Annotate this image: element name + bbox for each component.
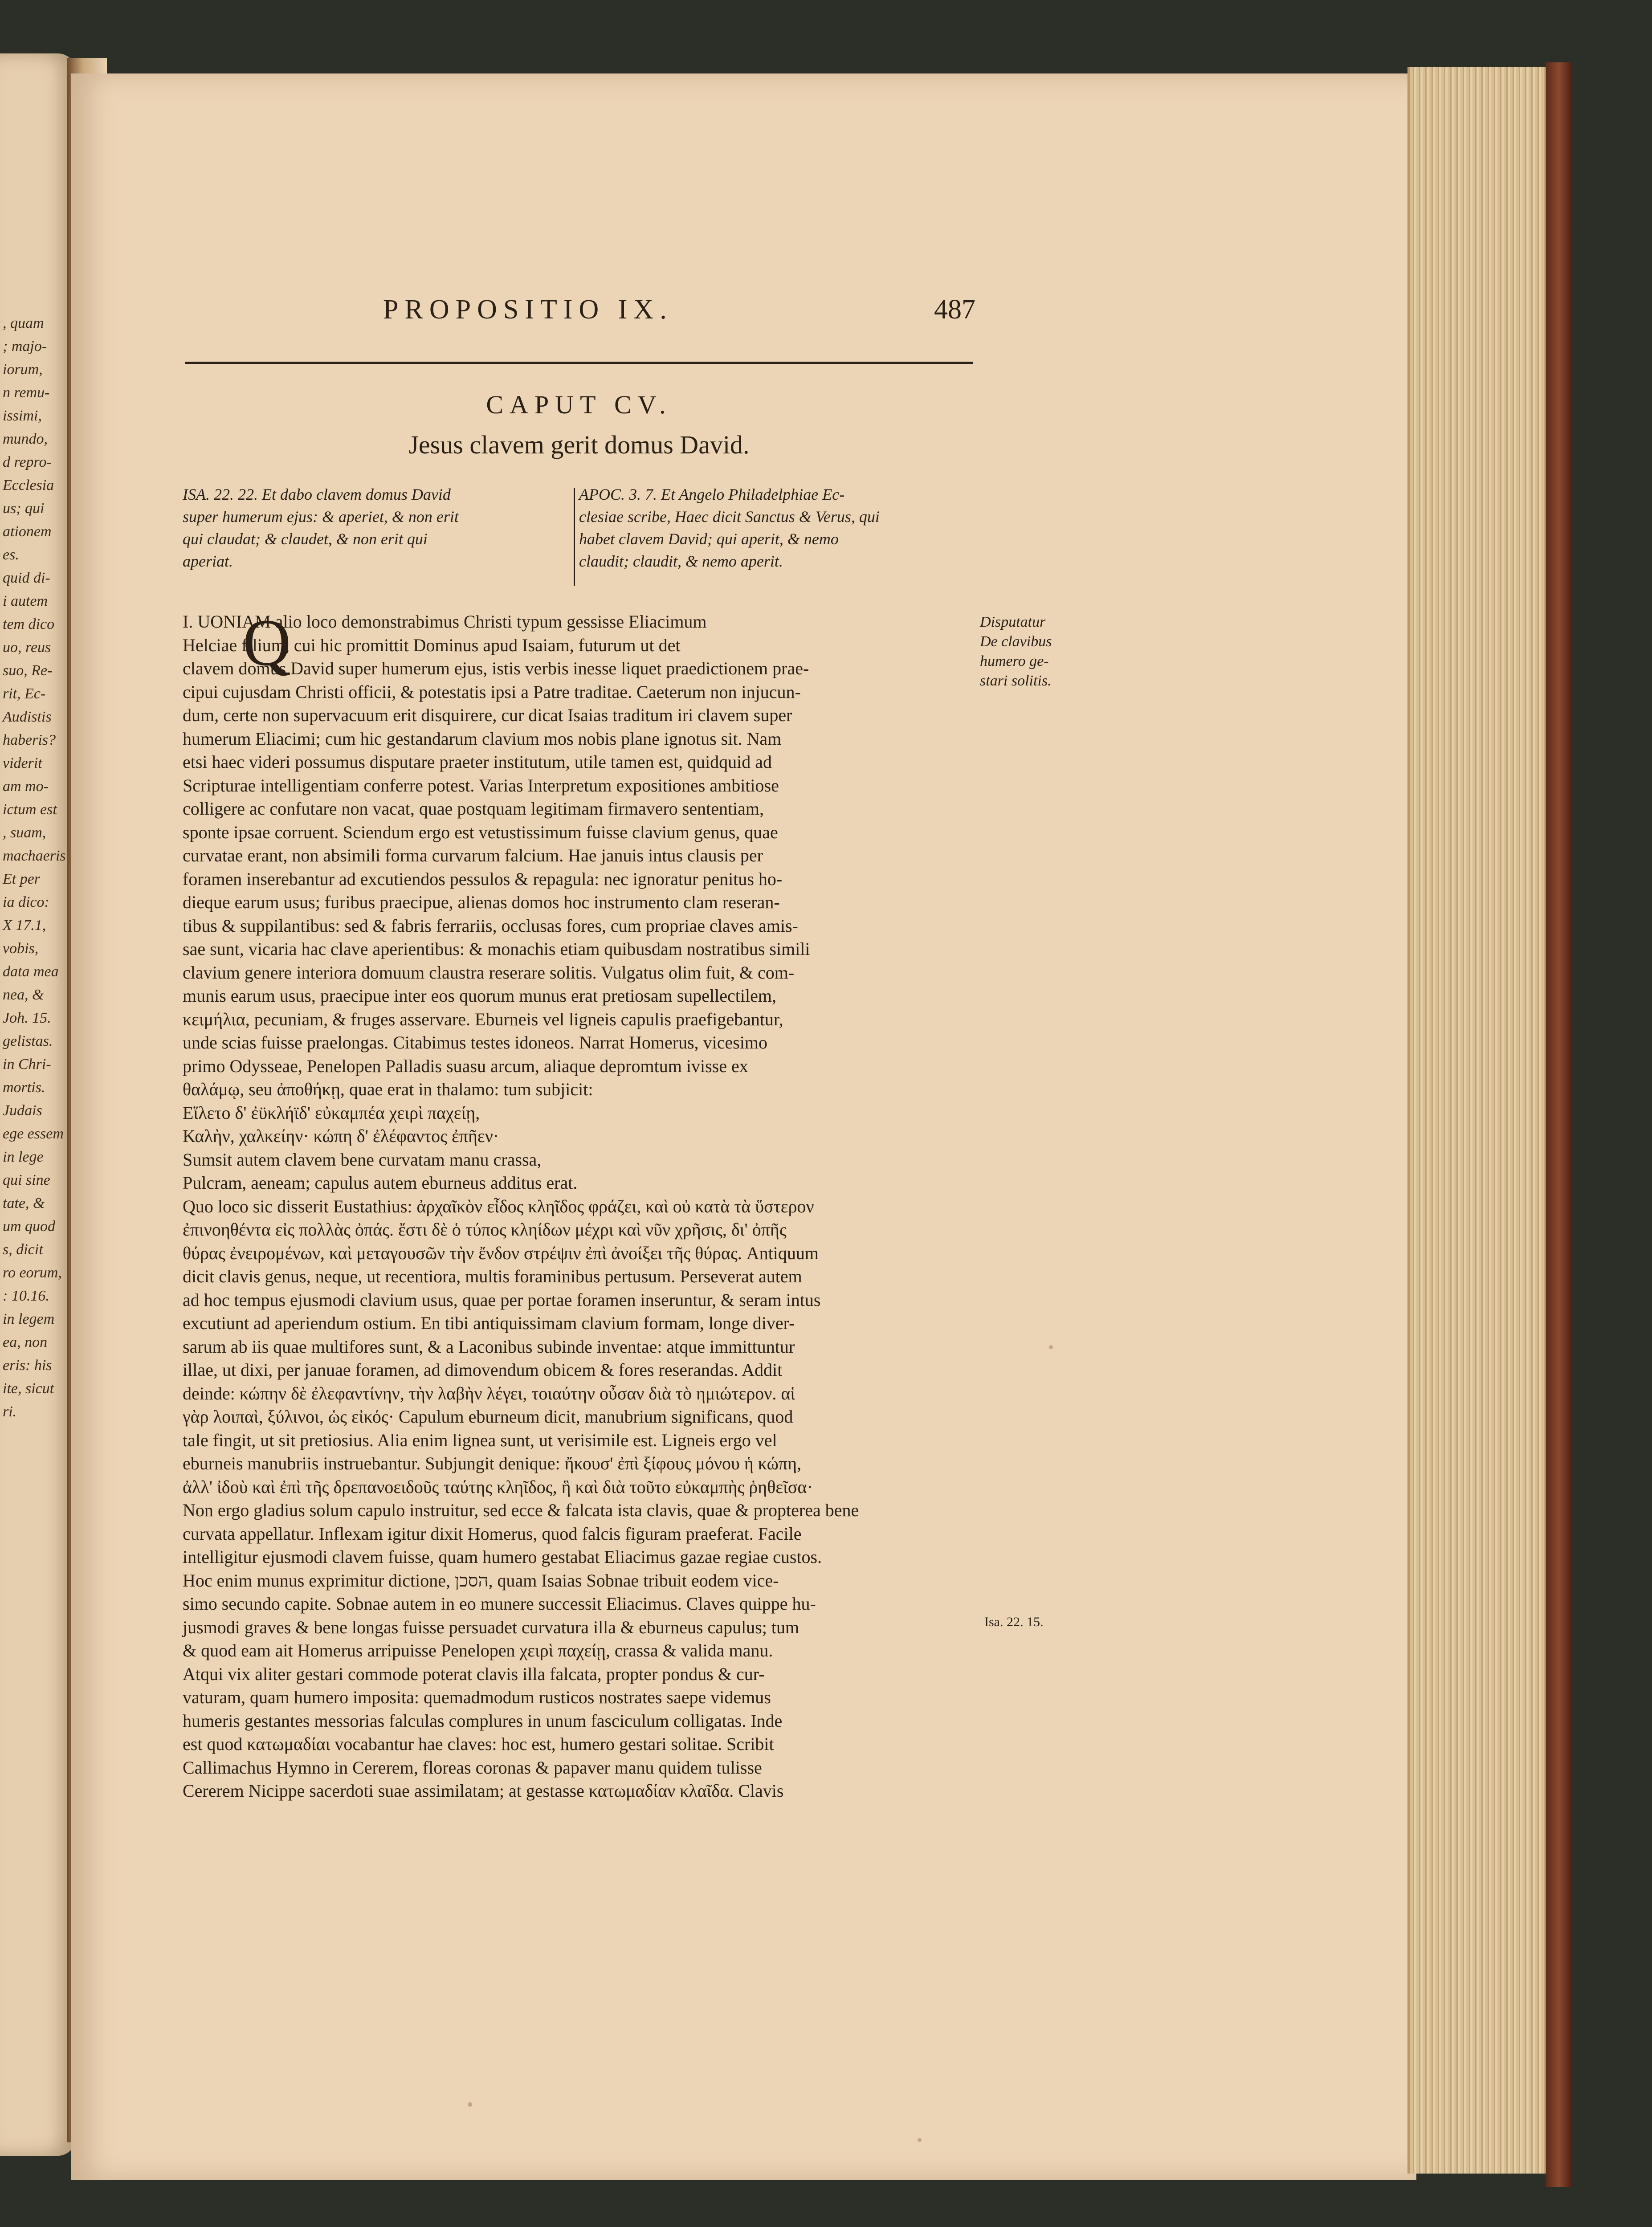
margin-note-line: Disputatur xyxy=(980,614,1046,630)
paper-spot xyxy=(918,2138,922,2142)
left-margin-note-line: qui sine xyxy=(3,1172,50,1188)
body-line: vaturam, quam humero imposita: quemadmodum rusticos nostrates saepe videmus xyxy=(183,1687,771,1707)
left-margin-note-line: suo, Re- xyxy=(3,662,53,679)
epigraph-line: clesiae scribe, Haec dicit Sanctus & Verus, qui xyxy=(579,508,880,526)
body-line: Scripturae intelligentiam conferre potest. Varias Interpretum expositiones ambitiose xyxy=(183,775,779,795)
left-margin-note-line: tate, & xyxy=(3,1195,45,1211)
page-number: 487 xyxy=(934,294,975,325)
left-margin-note-line: nea, & xyxy=(3,987,44,1003)
left-margin-note-line: viderit xyxy=(3,755,42,771)
left-margin-note-line: rit, Ec- xyxy=(3,685,46,702)
body-line: primo Odysseae, Penelopen Palladis suasu arcum, aliaque depromtum ivisse ex xyxy=(183,1056,748,1076)
body-line: foramen inserebantur ad excutiendos pessulos & repagula: nec ignoratur penitus ho- xyxy=(183,869,783,889)
body-line: cipui cujusdam Christi officii, & potestatis ipsi a Patre traditae. Caeterum non injucun- xyxy=(183,681,801,702)
left-margin-note-line: mortis. xyxy=(3,1079,45,1096)
left-margin-note-line: X 17.1, xyxy=(3,917,46,934)
body-line: dieque earum usus; furibus praecipue, alienas domos hoc instrumento clam reseran- xyxy=(183,892,780,912)
body-line: Cererem Nicippe sacerdoti suae assimilatam; at gestasse κατωμαδίαν κλαῖδα. Clavis xyxy=(183,1781,784,1801)
body-text xyxy=(183,606,971,1803)
epigraph-apocalypse xyxy=(579,483,958,572)
book-cover-edge xyxy=(1546,62,1572,2187)
left-margin-note-line: iorum, xyxy=(3,361,43,378)
left-margin-note-line: es. xyxy=(3,547,19,563)
margin-note-line: De clavibus xyxy=(980,633,1052,650)
body-line: Non ergo gladius solum capulo instruitur, sed ecce & falcata ista clavis, quae & propterea bene xyxy=(183,1500,859,1520)
body-line: I. UONIAM alio loco demonstrabimus Christi typum gessisse Eliacimum xyxy=(183,612,707,632)
body-line: & quod eam ait Homerus arripuisse Penelopen χειρὶ παχείῃ, crassa & valida manu. xyxy=(183,1640,773,1660)
left-margin-note-line: in lege xyxy=(3,1149,44,1165)
left-margin-note-line: in legem xyxy=(3,1311,55,1327)
left-margin-note-line: ; majo- xyxy=(3,338,47,355)
left-margin-note-line: gelistas. xyxy=(3,1033,53,1049)
left-margin-note-line: ri. xyxy=(3,1403,17,1420)
body-line: ἀλλ' ἰδοὺ καὶ ἐπὶ τῆς δρεπανοειδοῦς ταύτης κληῖδος, ἣ καὶ διὰ τοῦτο εὐκαμπὴς ῥηθεῖσα· xyxy=(183,1477,813,1497)
left-margin-note-line: ite, sicut xyxy=(3,1380,54,1397)
left-page-margin-notes xyxy=(3,312,65,1423)
left-margin-note-line: n remu- xyxy=(3,384,50,401)
body-line: curvatae erant, non absimili forma curvarum falcium. Hae januis intus clausis per xyxy=(183,845,763,865)
left-margin-note-line: vobis, xyxy=(3,940,39,957)
body-line: Callimachus Hymno in Cererem, floreas coronas & papaver manu quidem tulisse xyxy=(183,1757,762,1778)
left-margin-note-line: um quod xyxy=(3,1218,56,1235)
left-margin-note-line: d repro- xyxy=(3,454,52,470)
body-line: sarum ab iis quae multifores sunt, & a Laconibus subinde inventae: atque immittuntur xyxy=(183,1336,795,1357)
left-margin-note-line: s, dicit xyxy=(3,1241,43,1258)
left-margin-note-line: , suam, xyxy=(3,824,46,841)
left-margin-note-line: uo, reus xyxy=(3,639,51,656)
body-line: ἐπινοηθέντα εἰς πολλὰς ὀπάς. ἔστι δὲ ὁ τύπος κληίδων μέχρι καὶ νῦν χρῆσις, δι' ὀπῆς xyxy=(183,1220,787,1240)
margin-note-reference: Isa. 22. 15. xyxy=(984,1615,1044,1629)
body-line: simo secundo capite. Sobnae autem in eo munere successit Eliacimus. Claves quippe hu- xyxy=(183,1594,816,1614)
left-margin-note-line: haberis? xyxy=(3,732,56,748)
epigraph-line: aperiat. xyxy=(183,552,233,570)
body-line: κειμήλια, pecuniam, & fruges asservare. Eburneis vel ligneis capulis praefigebantur, xyxy=(183,1009,783,1029)
body-line: humeris gestantes messorias falculas complures in unum fasciculum colligatas. Inde xyxy=(183,1710,783,1731)
body-line: Hoc enim munus exprimitur dictione, הסכן, quam Isaias Sobnae tribuit eodem vice- xyxy=(183,1570,779,1591)
left-margin-note-line: data mea xyxy=(3,963,59,980)
body-line: curvata appellatur. Inflexam igitur dixit Homerus, quod falcis figuram praeferat. Facile xyxy=(183,1523,802,1544)
body-line: clavium genere interiora domuum claustra reserare solitis. Vulgatus olim fuit, & com- xyxy=(183,962,795,983)
epigraph-line: ISA. 22. 22. Et dabo clavem domus David xyxy=(183,485,451,503)
left-margin-note-line: ationem xyxy=(3,523,52,540)
body-line: etsi haec videri possumus disputare praeter institutum, utile tamen est, quidquid ad xyxy=(183,752,772,772)
margin-note-disputatur xyxy=(980,612,1078,691)
epigraph-line: habet clavem David; qui aperit, & nemo xyxy=(579,530,839,548)
epigraph-divider xyxy=(574,488,575,586)
left-margin-note-line: , quam xyxy=(3,315,44,331)
body-line: dicit clavis genus, neque, ut recentiora, multis foraminibus pertusum. Perseverat autem xyxy=(183,1266,802,1286)
body-line: ad hoc tempus ejusmodi clavium usus, quae per portae foramen inseruntur, & seram intus xyxy=(183,1289,821,1310)
body-line: θύρας ἐνειρομένων, καὶ μεταγουσῶν τὴν ἔνδον στρέψιν ἐπὶ ἀνοίξει τῆς θύρας. Antiquum xyxy=(183,1243,819,1263)
body-line: tale fingit, ut sit pretiosius. Alia enim lignea sunt, ut verisimile est. Ligneis ergo vel xyxy=(183,1430,777,1450)
body-line: Quo loco sic disserit Eustathius: ἀρχαῖκὸν εἶδος κληῖδος φράζει, καὶ οὐ κατὰ τὰ ὕστερον xyxy=(183,1196,814,1216)
left-margin-note-line: us; qui xyxy=(3,500,45,517)
left-margin-note-line: : 10.16. xyxy=(3,1288,49,1304)
margin-note-line: humero ge- xyxy=(980,653,1049,669)
running-head-title: PROPOSITIO IX. xyxy=(383,294,673,325)
epigraph-line: super humerum ejus: & aperiet, & non erit xyxy=(183,508,459,526)
body-line: Pulcram, aeneam; capulus autem eburneus additus erat. xyxy=(183,1173,578,1193)
body-line: est quod κατωμαδίαι vocabantur hae claves: hoc est, humero gestari solitae. Scribit xyxy=(183,1734,774,1754)
epigraph-line: qui claudat; & claudet, & non erit qui xyxy=(183,530,428,548)
paper-spot xyxy=(1049,1345,1053,1349)
body-line: Sumsit autem clavem bene curvatam manu crassa, xyxy=(183,1149,542,1170)
body-line: munis earum usus, praecipue inter eos quorum munus erat pretiosam supellectilem, xyxy=(183,986,776,1006)
body-line: intelligitur ejusmodi clavem fuisse, quam humero gestabat Eliacimus gazae regiae custos. xyxy=(183,1547,822,1567)
header-rule xyxy=(185,362,973,364)
left-page xyxy=(0,53,76,2156)
left-margin-note-line: issimi, xyxy=(3,408,42,424)
body-line: sponte ipsae corruent. Sciendum ergo est vetustissimum fuisse clavium genus, quae xyxy=(183,822,778,842)
left-margin-note-line: Joh. 15. xyxy=(3,1010,51,1026)
left-margin-note-line: ia dico: xyxy=(3,894,49,910)
page-edges xyxy=(1407,67,1553,2174)
left-margin-note-line: tem dico xyxy=(3,616,55,632)
body-line: jusmodi graves & bene longas fuisse persuadet curvatura illa & eburneus capulus; tum xyxy=(183,1617,799,1637)
running-head xyxy=(183,294,975,330)
body-line: θαλάμῳ, seu ἀποθήκῃ, quae erat in thalamo: tum subjicit: xyxy=(183,1079,593,1099)
body-line: dum, certe non supervacuum erit disquirere, cur dicat Isaias traditum iri clavem super xyxy=(183,705,792,725)
left-margin-note-line: machaeris xyxy=(3,848,66,864)
left-margin-note-line: ea, non xyxy=(3,1334,48,1350)
body-line: deinde: κώπην δὲ ἐλεφαντίνην, τὴν λαβὴν λέγει, τοιαύτην οὖσαν διὰ τὸ ημιώτερον. αἱ xyxy=(183,1383,795,1403)
chapter-number: CAPUT CV. xyxy=(486,390,672,419)
drop-cap: Q xyxy=(243,606,291,680)
left-margin-note-line: am mo- xyxy=(3,778,49,795)
body-line: humerum Eliacimi; cum hic gestandarum clavium mos nobis plane ignotus sit. Nam xyxy=(183,728,782,749)
body-line: Atqui vix aliter gestari commode poterat clavis illa falcata, propter pondus & cur- xyxy=(183,1664,765,1684)
margin-note-line: stari solitis. xyxy=(980,673,1052,689)
paper-spot xyxy=(468,2102,472,2107)
left-margin-note-line: eris: his xyxy=(3,1357,52,1374)
left-margin-note-line: in Chri- xyxy=(3,1056,51,1073)
left-margin-note-line: Judais xyxy=(3,1102,42,1119)
left-margin-note-line: Ecclesia xyxy=(3,477,54,494)
body-line: excutiunt ad aperiendum ostium. En tibi antiquissimam clavium formam, longe diver- xyxy=(183,1313,795,1333)
body-line: unde scias fuisse praelongas. Citabimus testes idoneos. Narrat Homerus, vicesimo xyxy=(183,1032,768,1052)
left-margin-note-line: mundo, xyxy=(3,431,48,447)
left-margin-note-line: ro eorum, xyxy=(3,1264,62,1281)
left-margin-note-line: Audistis xyxy=(3,709,52,725)
body-line: eburneis manubriis instruebantur. Subjungit denique: ἤκουσ' ἐπὶ ξίφους μόνου ἡ κώπη, xyxy=(183,1453,802,1473)
left-margin-note-line: Et per xyxy=(3,871,41,887)
epigraph-line: APOC. 3. 7. Et Angelo Philadelphiae Ec- xyxy=(579,485,845,503)
body-line: illae, ut dixi, per januae foramen, ad dimovendum obicem & fores reserandas. Addit xyxy=(183,1360,783,1380)
body-line: γὰρ λοιπαὶ, ξύλινοι, ὡς εἰκός· Capulum eburneum dicit, manubrium significans, quod xyxy=(183,1407,793,1427)
left-margin-note-line: quid di- xyxy=(3,570,50,586)
left-margin-note-line: ictum est xyxy=(3,801,57,818)
epigraph-line: claudit; claudit, & nemo aperit. xyxy=(579,552,783,570)
body-line: colligere ac confutare non vacat, quae postquam legitimam firmavero sententiam, xyxy=(183,799,764,819)
body-line: Εἵλετο δ' ἐϋκλήϊδ' εὐκαμπέα χειρὶ παχείῃ, xyxy=(183,1102,480,1123)
body-line: Καλὴν, χαλκείην· κώπη δ' ἐλέφαντος ἐπῆεν· xyxy=(183,1126,499,1146)
body-line: clavem domus David super humerum ejus, istis verbis inesse liquet praedictionem prae- xyxy=(183,658,809,678)
epigraph-isaiah xyxy=(183,483,561,572)
left-margin-note-line: ege essem xyxy=(3,1126,64,1142)
left-margin-note-line: i autem xyxy=(3,593,48,609)
body-line: Helciae filium, cui hic promittit Dominus apud Isaiam, futurum ut det xyxy=(183,635,681,655)
body-line: sae sunt, vicaria hac clave aperientibus: & monachis etiam quibusdam nostratibus simili xyxy=(183,939,810,959)
chapter-title: Jesus clavem gerit domus David. xyxy=(408,430,750,459)
body-line: tibus & suppilantibus: sed & fabris ferrariis, occlusas fores, cum propriae claves amis- xyxy=(183,915,798,936)
